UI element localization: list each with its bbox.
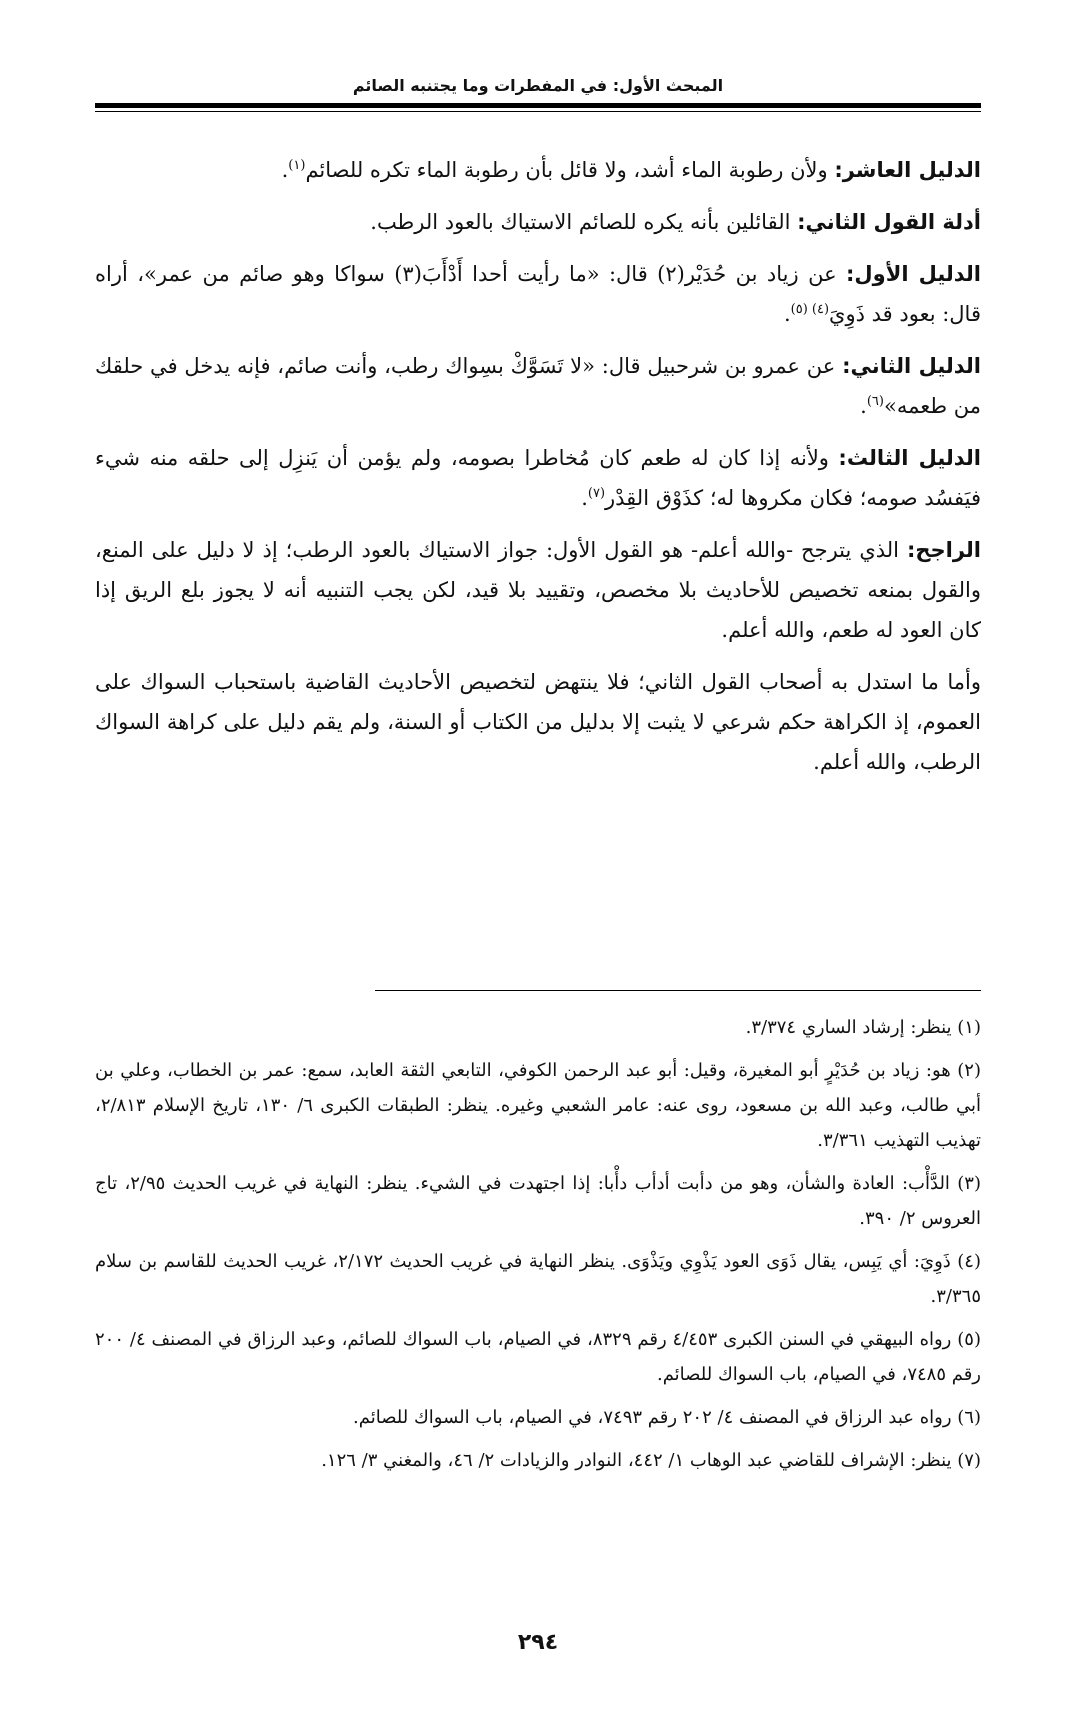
document-page — [95, 0, 981, 1726]
page-number: ٢٩٤ — [517, 1630, 559, 1655]
footnotes — [95, 1010, 981, 1486]
paragraph-text: وأما ما استدل به أصحاب القول الثاني؛ فلا ينتهض لتخصيص الأحاديث القاضية باستحباب السواك على العموم، إذ الكراهة حكم شرعي لا يثبت إلا بدليل من الكتاب أو السنة، ولم يقم دليل على كراهة السواك الرطب، والله أعلم. — [95, 670, 981, 774]
paragraph-heading: الدليل الثالث: — [838, 446, 981, 470]
paragraph-heading: الدليل الثاني: — [842, 354, 982, 378]
paragraph-heading: أدلة القول الثاني: — [797, 210, 981, 234]
paragraph-heading: الدليل الأول: — [846, 262, 982, 286]
footnote-6: (٦) رواه عبد الرزاق في المصنف ٤/ ٢٠٢ رقم ٧٤٩٣، في الصيام، باب السواك للصائم. — [353, 1407, 981, 1428]
paragraph-text: ولأنه إذا كان له طعم كان مُخاطرا بصومه، ولم يؤمن أن يَنزِل إلى حلقه منه شيء فيَفسُد صومه؛ فكان مكروها له؛ كذَوْق القِدْر — [95, 446, 981, 510]
running-header: المبحث الأول: في المفطرات وما يجتنبه الصائم — [352, 76, 724, 95]
paragraph-evidence-10 — [95, 150, 981, 190]
footnote-7: (٧) ينظر: الإشراف للقاضي عبد الوهاب ١/ ٤٤٢، النوادر والزيادات ٢/ ٤٦، والمغني ٣/ ١٢٦. — [321, 1450, 981, 1471]
footnote-ref: (١) — [288, 158, 306, 173]
paragraph-text: عن زياد بن حُدَيْر(٢) قال: «ما رأيت أحدا أَدْأَبَ(٣) سواكا وهو صائم من عمر»، أراه قال: بعود قد ذَوِيَ — [95, 262, 981, 326]
paragraph-text: الذي يترجح -والله أعلم- هو القول الأول: جواز الاستياك بالعود الرطب؛ إذ لا دليل على المنع، والقول بمنعه تخصيص للأحاديث بلا مخصص، وتقييد بلا قيد، لكن يجب التنبيه أنه لا يجوز بلع الريق إذا كان العود له طعم، والله أعلم. — [95, 538, 981, 642]
paragraph-text: ولأن رطوبة الماء أشد، ولا قائل بأن رطوبة الماء تكره للصائم — [305, 158, 835, 182]
footnote-1: (١) ينظر: إرشاد الساري ٣/٣٧٤. — [745, 1017, 981, 1038]
footnote-separator — [375, 990, 981, 991]
paragraph-preferred-opinion — [95, 530, 981, 650]
footnote-ref: (٦) — [866, 394, 884, 409]
paragraph-tail: . — [281, 158, 289, 182]
footnote-3: (٣) الدَّأْب: العادة والشأن، وهو من دأبت أدأب دأْبا: إذا اجتهدت في الشيء. ينظر: النهاية في غريب الحديث ٢/٩٥، تاج العروس ٢/ ٣٩٠. — [95, 1173, 981, 1229]
footnote-2: (٢) هو: زياد بن حُدَيْرٍ أبو المغيرة، وقيل: أبو عبد الرحمن الكوفي، التابعي الثقة العابد، سمع: عمر بن الخطاب، وعلي بن أبي طالب، وعبد الله بن مسعود، روى عنه: عامر الشعبي وغيره. ينظر: الطبقات الكبرى ٦/ ١٣٠، تاريخ الإسلام ٢/٨١٣، تهذيب التهذيب ٣/٣٦١. — [95, 1060, 981, 1151]
paragraph-second-opinion — [95, 202, 981, 242]
main-text — [95, 150, 981, 794]
footnote-ref: (٧) — [587, 486, 606, 501]
paragraph-tail: . — [783, 302, 791, 326]
footnote-ref: (٤) (٥) — [790, 302, 830, 317]
paragraph-text: القائلين بأنه يكره للصائم الاستياك بالعود الرطب. — [370, 210, 798, 234]
paragraph-evidence-1 — [95, 254, 981, 334]
paragraph-heading: الدليل العاشر: — [834, 158, 981, 182]
footnote-4: (٤) ذَوِيَ: أي يَبِس، يقال ذَوَى العود يَذْوِي ويَذْوَى. ينظر النهاية في غريب الحديث ٢/١٧٢، غريب الحديث للقاسم بن سلام ٣/٣٦٥. — [95, 1251, 981, 1307]
header-rule-thick — [95, 103, 981, 108]
header-rule-thin — [95, 111, 981, 112]
paragraph-evidence-3 — [95, 438, 981, 518]
paragraph-response — [95, 662, 981, 782]
paragraph-text: عن عمرو بن شرحبيل قال: «لا تَسَوَّكْ بسِواك رطب، وأنت صائم، فإنه يدخل في حلقك من طعمه» — [95, 354, 981, 418]
paragraph-evidence-2 — [95, 346, 981, 426]
paragraph-tail: . — [581, 486, 588, 510]
paragraph-tail: . — [860, 394, 867, 418]
footnote-5: (٥) رواه البيهقي في السنن الكبرى ٤/٤٥٣ رقم ٨٣٢٩، في الصيام، باب السواك للصائم، وعبد الرزاق في المصنف ٤/ ٢٠٠ رقم ٧٤٨٥، في الصيام، باب السواك للصائم. — [95, 1329, 981, 1385]
paragraph-heading: الراجح: — [906, 538, 981, 562]
